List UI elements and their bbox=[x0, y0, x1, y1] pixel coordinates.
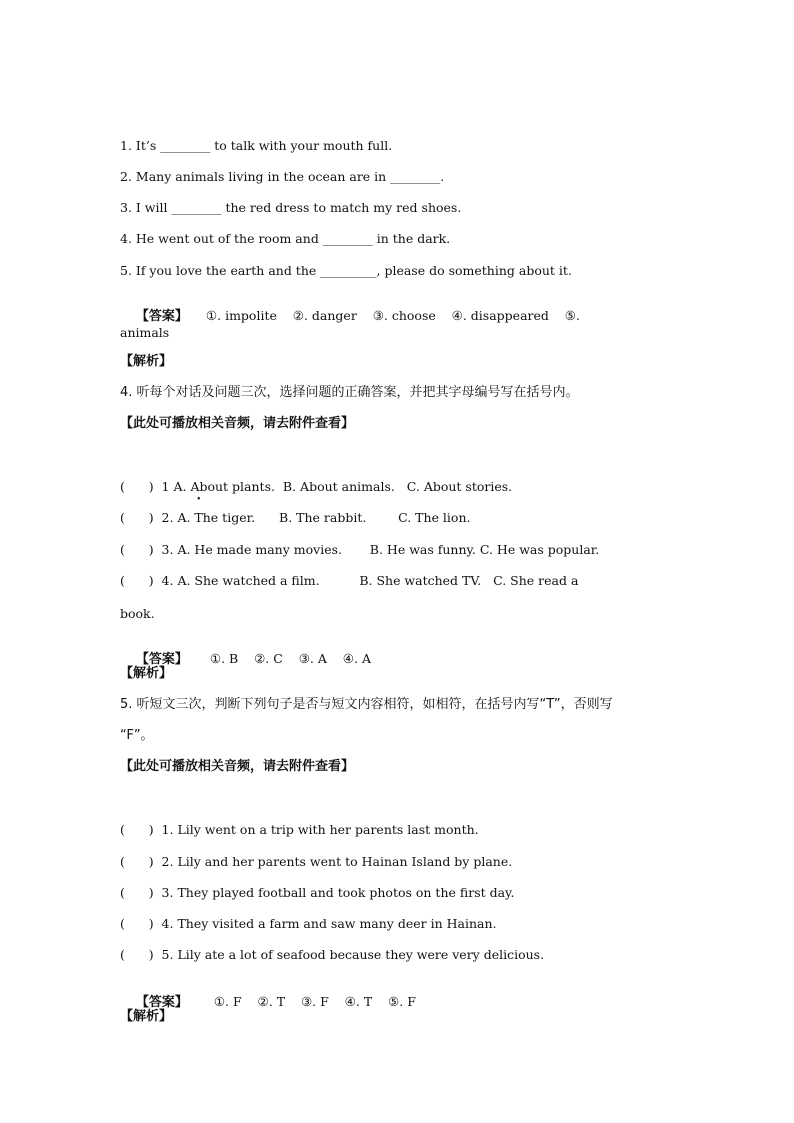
s4-question-1: ( ) 1 A. About plants. B. About animals. C. About stories. bbox=[120, 479, 513, 494]
s5-heading-line2: “F”。 bbox=[120, 728, 154, 743]
s5-analysis-label: 【解析】 bbox=[120, 1009, 173, 1024]
s3-answer-continuation: animals bbox=[120, 325, 170, 340]
s5-audio-note: 【此处可播放相关音频，请去附件查看】 bbox=[120, 759, 355, 774]
s4-question-4-continuation: book. bbox=[120, 606, 155, 621]
s4-analysis-label: 【解析】 bbox=[120, 666, 173, 681]
s3-question-4: 4. He went out of the room and ________ in the dark. bbox=[120, 231, 451, 246]
s4-answer-label: 【答案】 bbox=[135, 652, 188, 667]
s3-question-1: 1. It’s ________ to talk with your mouth full. bbox=[120, 138, 393, 153]
dot-mark: • bbox=[197, 494, 201, 505]
s5-question-5: ( ) 5. Lily ate a lot of seafood because they were very delicious. bbox=[120, 947, 545, 962]
s5-question-4: ( ) 4. They visited a farm and saw many deer in Hainan. bbox=[120, 916, 497, 931]
s4-question-2: ( ) 2. A. The tiger. B. The rabbit. C. The lion. bbox=[120, 510, 471, 525]
s4-question-4: ( ) 4. A. She watched a film. B. She watched TV. C. She read a bbox=[120, 573, 579, 588]
s4-answer-values: ①. B ②. C ③. A ④. A bbox=[201, 651, 371, 666]
s3-question-2: 2. Many animals living in the ocean are in ________. bbox=[120, 169, 445, 184]
s3-analysis-label: 【解析】 bbox=[120, 354, 173, 369]
s3-answer-label: 【答案】 bbox=[135, 309, 188, 324]
s4-audio-note: 【此处可播放相关音频，请去附件查看】 bbox=[120, 416, 355, 431]
s4-heading: 4. 听每个对话及问题三次，选择问题的正确答案，并把其字母编号写在括号内。 bbox=[120, 385, 579, 400]
s5-heading-line1: 5. 听短文三次，判断下列句子是否与短文内容相符，如相符，在括号内写“T”，否则写 bbox=[120, 697, 613, 712]
s3-question-5: 5. If you love the earth and the _________, please do something about it. bbox=[120, 263, 572, 278]
s5-question-2: ( ) 2. Lily and her parents went to Hainan Island by plane. bbox=[120, 854, 513, 869]
s4-question-3: ( ) 3. A. He made many movies. B. He was funny. C. He was popular. bbox=[120, 542, 600, 557]
s3-question-3: 3. I will ________ the red dress to match my red shoes. bbox=[120, 200, 462, 215]
s3-answer-values: ①. impolite ②. danger ③. choose ④. disappeared ⑤. bbox=[205, 308, 580, 323]
s5-question-1: ( ) 1. Lily went on a trip with her parents last month. bbox=[120, 822, 479, 837]
s5-answer-label: 【答案】 bbox=[135, 995, 188, 1010]
s5-question-3: ( ) 3. They played football and took photos on the first day. bbox=[120, 885, 515, 900]
s5-answer-values: ①. F ②. T ③. F ④. T ⑤. F bbox=[201, 994, 416, 1009]
